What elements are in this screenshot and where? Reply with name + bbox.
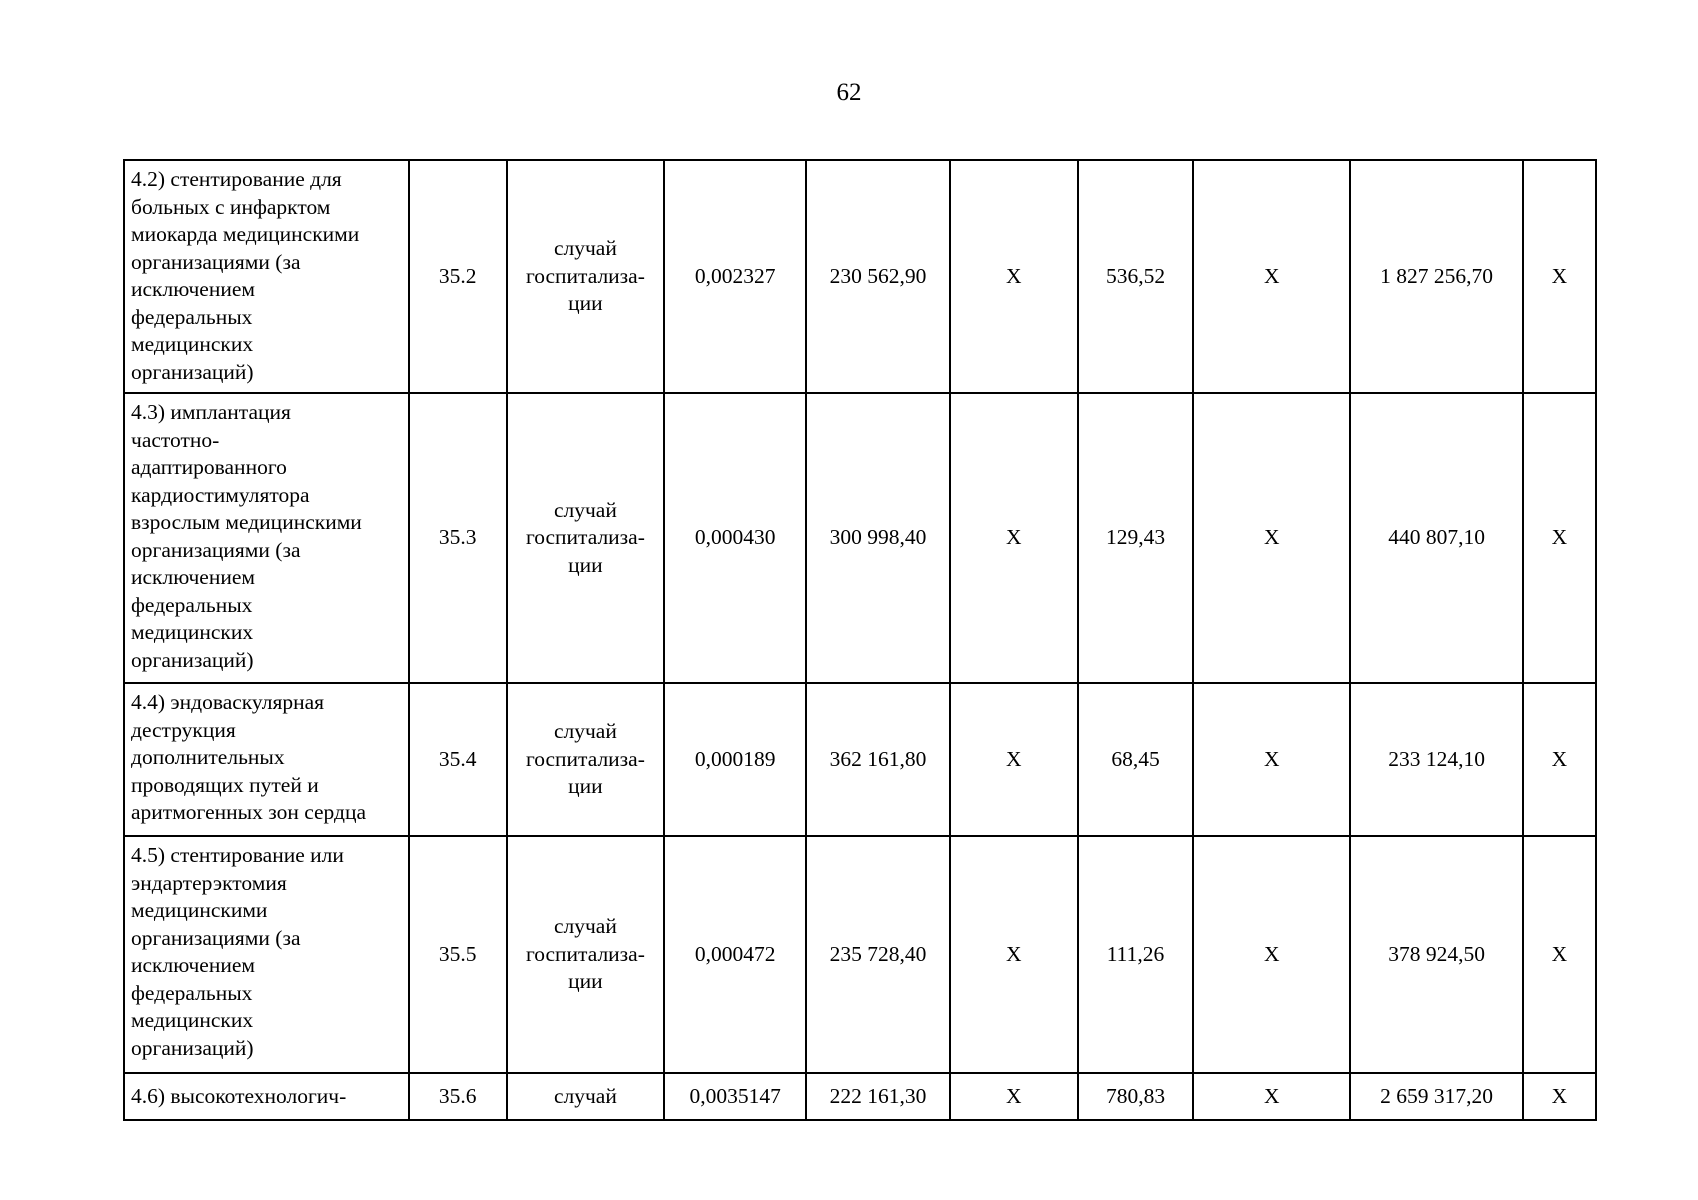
row-norm-cell: 0,0035147 <box>664 1073 806 1120</box>
row-col7-cell: 536,52 <box>1078 160 1193 393</box>
row-col9-cell: 1 827 256,70 <box>1350 160 1522 393</box>
row-col6-cell: X <box>950 160 1078 393</box>
row-unit-cell: случай госпитализа- ции <box>507 393 664 683</box>
row-col8-cell: X <box>1193 683 1350 836</box>
row-col8-cell: X <box>1193 393 1350 683</box>
row-col8-cell: X <box>1193 1073 1350 1120</box>
row-col10-cell: X <box>1523 836 1596 1073</box>
row-name-cell: 4.5) стентирование или эндартерэктомия медицинскими организациями (за исключением федеральных медицинских организаций) <box>124 836 409 1073</box>
row-name-cell: 4.3) имплантация частотно- адаптированного кардиостимулятора взрослым медицинскими организациями (за исключением федеральных медицинских организаций) <box>124 393 409 683</box>
table-row <box>124 1073 1596 1120</box>
row-code-cell: 35.5 <box>409 836 507 1073</box>
row-col6-cell: X <box>950 683 1078 836</box>
row-col7-cell: 111,26 <box>1078 836 1193 1073</box>
row-code-cell: 35.4 <box>409 683 507 836</box>
table-row <box>124 393 1596 683</box>
row-col7-cell: 68,45 <box>1078 683 1193 836</box>
row-cost-cell: 300 998,40 <box>806 393 949 683</box>
row-col8-cell: X <box>1193 160 1350 393</box>
row-norm-cell: 0,000189 <box>664 683 806 836</box>
row-col6-cell: X <box>950 393 1078 683</box>
row-norm-cell: 0,000430 <box>664 393 806 683</box>
row-col9-cell: 440 807,10 <box>1350 393 1522 683</box>
row-col10-cell: X <box>1523 683 1596 836</box>
row-col7-cell: 129,43 <box>1078 393 1193 683</box>
row-cost-cell: 222 161,30 <box>806 1073 949 1120</box>
row-col8-cell: X <box>1193 836 1350 1073</box>
row-col9-cell: 2 659 317,20 <box>1350 1073 1522 1120</box>
row-col10-cell: X <box>1523 393 1596 683</box>
table-row <box>124 836 1596 1073</box>
row-code-cell: 35.6 <box>409 1073 507 1120</box>
row-code-cell: 35.3 <box>409 393 507 683</box>
row-name-cell: 4.4) эндоваскулярная деструкция дополнительных проводящих путей и аритмогенных зон сердца <box>124 683 409 836</box>
row-cost-cell: 235 728,40 <box>806 836 949 1073</box>
row-col10-cell: X <box>1523 1073 1596 1120</box>
row-col10-cell: X <box>1523 160 1596 393</box>
row-norm-cell: 0,002327 <box>664 160 806 393</box>
data-table <box>123 159 1597 1121</box>
row-code-cell: 35.2 <box>409 160 507 393</box>
row-name-cell: 4.6) высокотехнологич- <box>124 1073 409 1120</box>
row-cost-cell: 362 161,80 <box>806 683 949 836</box>
page-number: 62 <box>836 79 862 106</box>
row-norm-cell: 0,000472 <box>664 836 806 1073</box>
row-unit-cell: случай госпитализа- ции <box>507 836 664 1073</box>
row-col9-cell: 378 924,50 <box>1350 836 1522 1073</box>
row-unit-cell: случай <box>507 1073 664 1120</box>
row-unit-cell: случай госпитализа- ции <box>507 683 664 836</box>
table-row <box>124 683 1596 836</box>
table-row <box>124 160 1596 393</box>
row-col6-cell: X <box>950 1073 1078 1120</box>
row-col7-cell: 780,83 <box>1078 1073 1193 1120</box>
row-col9-cell: 233 124,10 <box>1350 683 1522 836</box>
row-col6-cell: X <box>950 836 1078 1073</box>
row-name-cell: 4.2) стентирование для больных с инфарктом миокарда медицинскими организациями (за исключением федеральных медицинских организаций) <box>124 160 409 393</box>
row-unit-cell: случай госпитализа- ции <box>507 160 664 393</box>
row-cost-cell: 230 562,90 <box>806 160 949 393</box>
